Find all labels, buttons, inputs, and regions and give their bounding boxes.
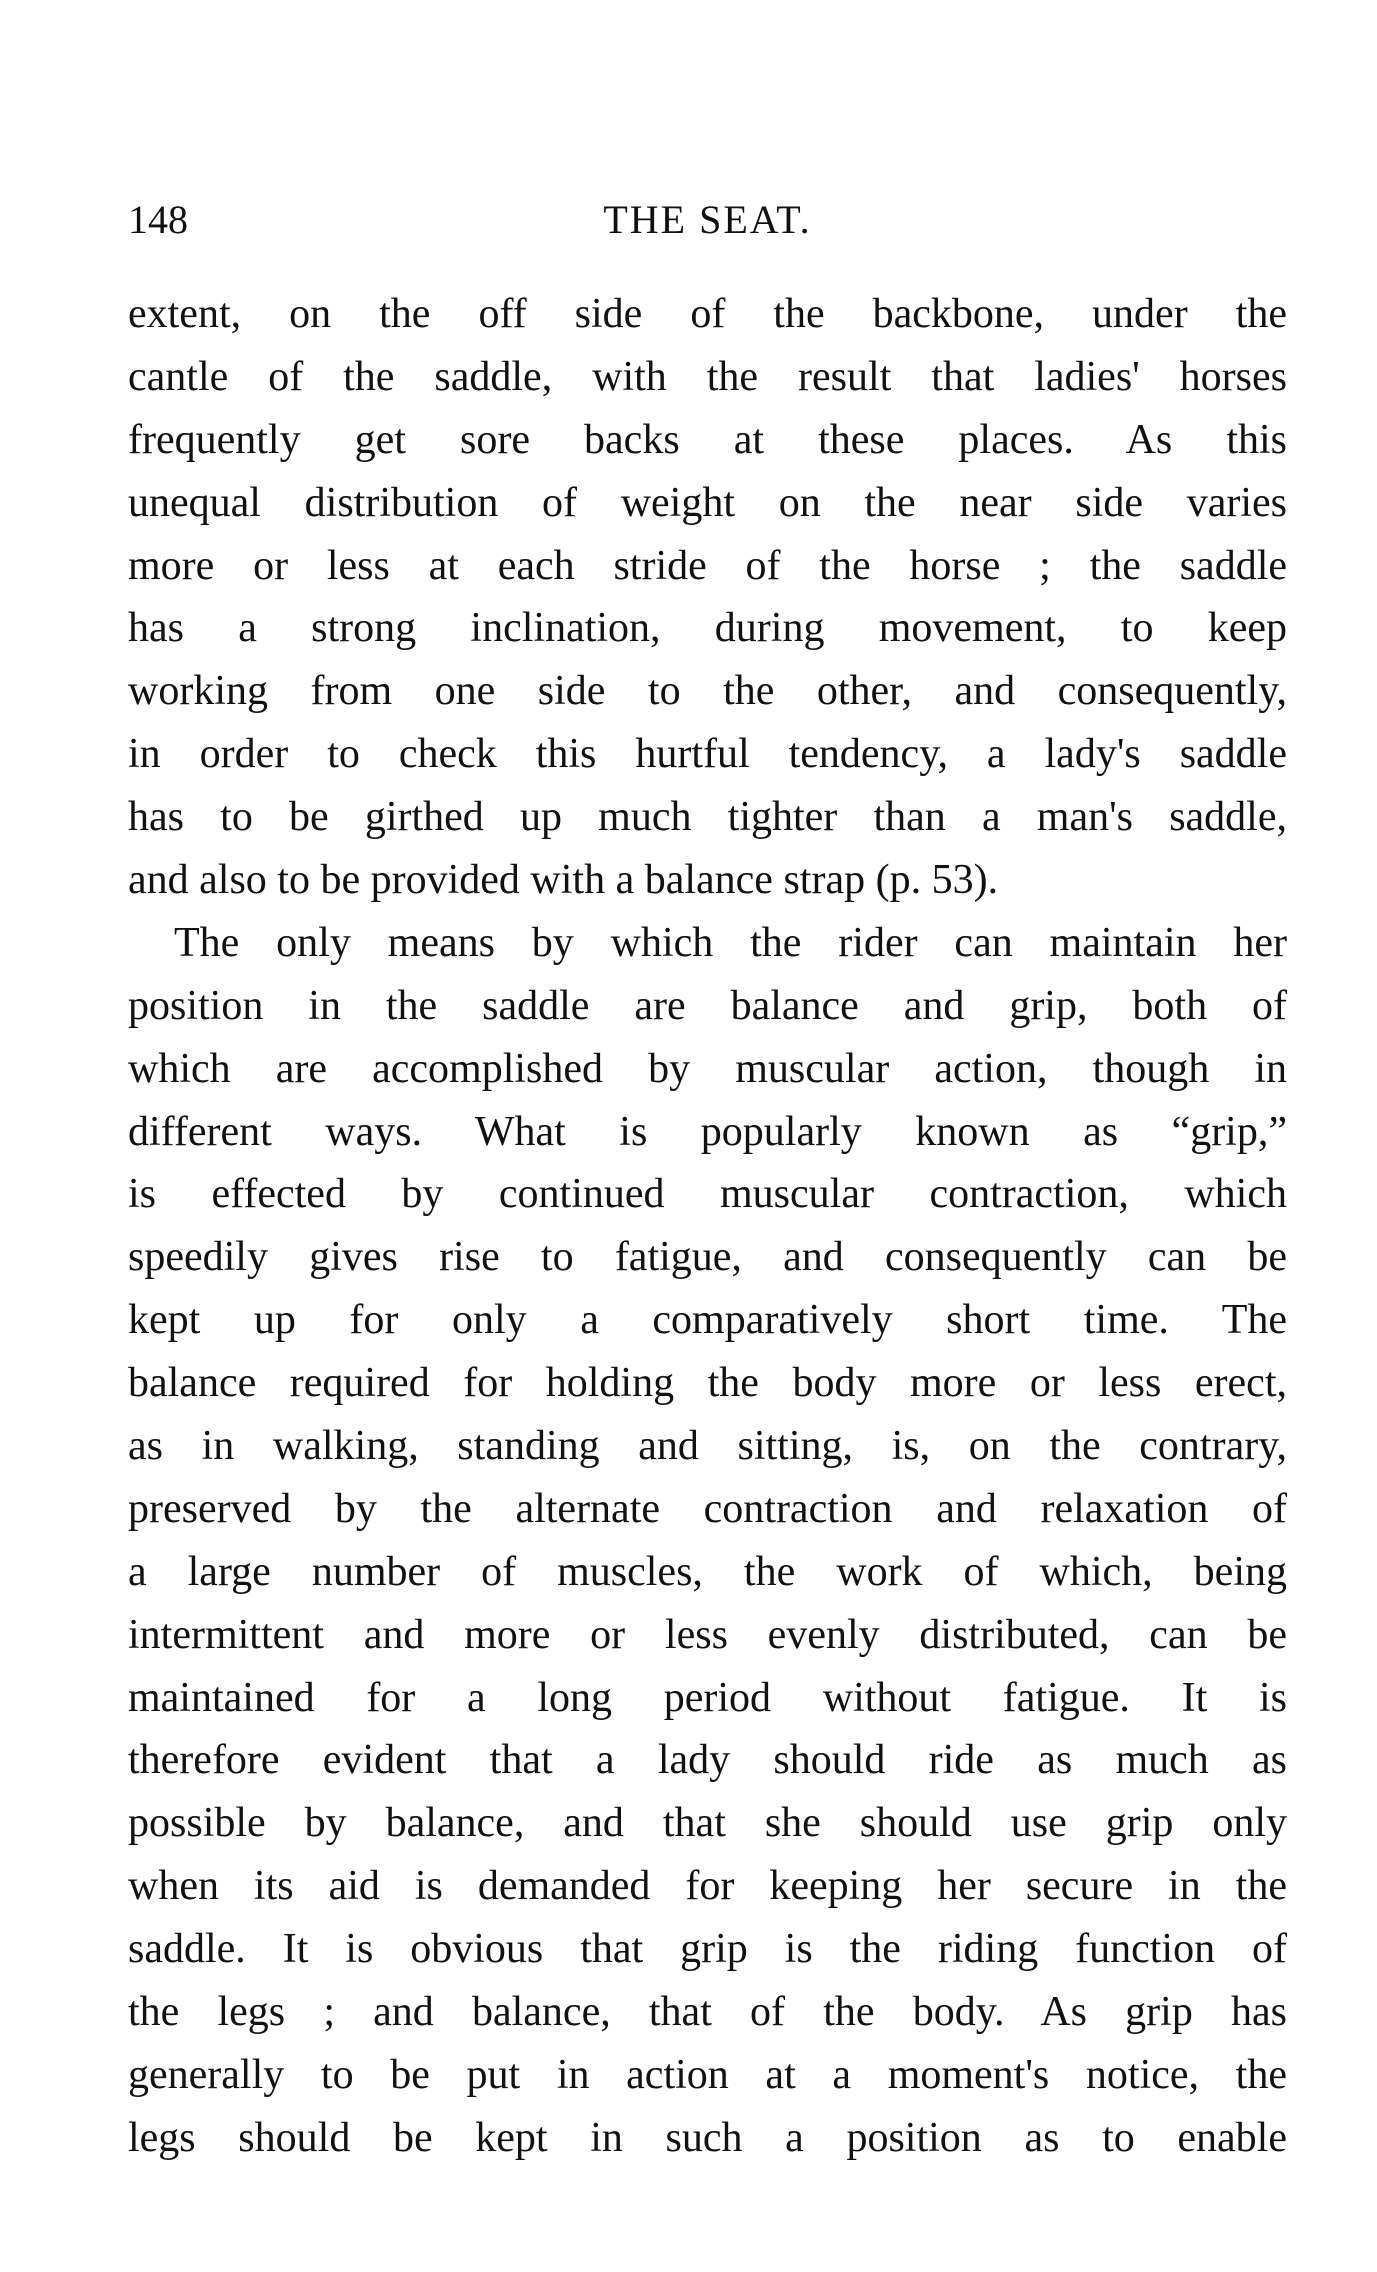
- text-line: when its aid is demanded for keeping her secure in the: [128, 1863, 1287, 1910]
- text-line: saddle. It is obvious that grip is the riding function of: [128, 1926, 1287, 1973]
- text-line: has a strong inclination, during movement, to keep: [128, 605, 1287, 652]
- text-line: The only means by which the rider can maintain her: [174, 919, 1287, 966]
- text-line: in order to check this hurtful tendency, a lady's saddle: [128, 731, 1287, 778]
- text-line: is effected by continued muscular contraction, which: [128, 1171, 1287, 1218]
- text-line: different ways. What is popularly known as “grip,”: [128, 1108, 1287, 1155]
- text-line: more or less at each stride of the horse ; the saddle: [128, 542, 1287, 589]
- text-line: preserved by the alternate contraction and relaxation of: [128, 1485, 1287, 1532]
- text-line: intermittent and more or less evenly distributed, can be: [128, 1611, 1287, 1658]
- text-line: which are accomplished by muscular action, though in: [128, 1045, 1287, 1092]
- running-title: THE SEAT.: [603, 197, 812, 242]
- text-line: kept up for only a comparatively short time. The: [128, 1297, 1287, 1344]
- text-line: position in the saddle are balance and grip, both of: [128, 982, 1287, 1029]
- text-line: and also to be provided with a balance strap (p. 53).: [128, 857, 999, 904]
- text-line: working from one side to the other, and consequently,: [128, 668, 1287, 715]
- text-line: cantle of the saddle, with the result that ladies' horses: [128, 353, 1287, 400]
- text-line: speedily gives rise to fatigue, and consequently can be: [128, 1234, 1287, 1281]
- body-text: [128, 283, 1287, 2170]
- text-line: generally to be put in action at a moment's notice, the: [128, 2051, 1287, 2098]
- text-line: unequal distribution of weight on the near side varies: [128, 479, 1287, 526]
- text-line: as in walking, standing and sitting, is, on the contrary,: [128, 1423, 1287, 1470]
- text-line: frequently get sore backs at these places. As this: [128, 416, 1287, 463]
- text-line: possible by balance, and that she should use grip only: [128, 1800, 1287, 1847]
- page-header: [128, 196, 1287, 256]
- text-line: therefore evident that a lady should ride as much as: [128, 1737, 1287, 1784]
- page-number: 148: [128, 197, 188, 242]
- text-line: maintained for a long period without fatigue. It is: [128, 1674, 1287, 1721]
- text-line: a large number of muscles, the work of which, being: [128, 1548, 1287, 1595]
- text-line: the legs ; and balance, that of the body. As grip has: [128, 1989, 1287, 2036]
- text-line: extent, on the off side of the backbone, under the: [128, 291, 1287, 337]
- text-line: legs should be kept in such a position as to enable: [128, 2114, 1287, 2161]
- text-line: has to be girthed up much tighter than a man's saddle,: [128, 794, 1287, 841]
- text-line: balance required for holding the body more or less erect,: [128, 1360, 1287, 1407]
